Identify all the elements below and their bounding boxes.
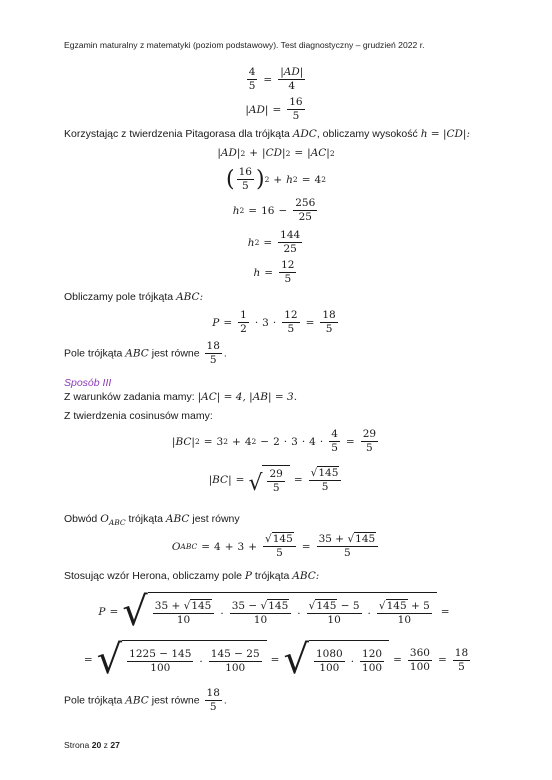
equation-heron-1: P = √ $\frac{35 + √145}{10}$ · $\frac{35 - √145}{10}$ · $\frac{√145 - 5}{10}$ · $\frac{√145 + 5}{10}$ = (98, 589, 450, 635)
pole-intro-text: Obliczamy pole trójkąta ABC: (64, 291, 204, 303)
warunki-text: Z warunków zadania mamy: |AC| = 4, |AB| = 3. (64, 391, 298, 403)
page-header: Egzamin maturalny z matematyki (poziom podstawowy). Test diagnostyczny – grudzień 2022 r. (64, 40, 425, 50)
pitagoras-text: Korzystając z twierdzenia Pitagorasa dla trójkąta ADC, obliczamy wysokość h = |CD|: (64, 128, 471, 140)
heron-text: Stosując wzór Herona, obliczamy pole P trójkąta ABC: (64, 570, 320, 582)
pole-result-text: Pole trójkąta ABC jest równe $\frac{18}{5}$ . (64, 340, 227, 366)
final-result-text: Pole trójkąta ABC jest równe $\frac{18}{5}$ . (64, 687, 227, 713)
equation-ad: |AD| = $\frac{16}{5}$ (245, 96, 303, 122)
obwod-text: Obwód $O_{ABC}$ trójkąta ABC jest równy (64, 513, 240, 528)
page-footer: Strona 20 z 27 (64, 740, 120, 750)
equation-perimeter: O ABC = 4 + 3 + $\frac{√145}{5}$ = $\frac{35 + √145}{5}$ (0, 533, 552, 560)
equation-ratio: $\frac{4}{5}$ = $\frac{|AD|}{4}$ (248, 66, 304, 92)
cosinus-text: Z twierdzenia cosinusów mamy: (64, 410, 213, 422)
equation-h2-b: h 2 = $\frac{144}{25}$ (247, 229, 301, 255)
equation-h2-a: h 2 = 16 − $\frac{256}{25}$ (232, 197, 316, 223)
equation-area-1: P = $\frac{1}{2}$ · 3 · $\frac{12}{5}$ = $\frac{18}{5}$ (212, 309, 336, 335)
equation-bc: |BC| = √ $\frac{29}{5}$ = $\frac{√145}{5}$ (0, 465, 552, 495)
equation-pitagoras-sub: ( $\frac{16}{5}$ ) 2 + h 2 = 4 2 (226, 166, 326, 192)
equation-pitagoras: |AD| 2 + |CD| 2 = |AC| 2 (217, 147, 335, 159)
equation-h: h = $\frac{12}{5}$ (253, 259, 295, 285)
sposob-heading: Sposób III (64, 377, 112, 389)
equation-cosinus: |BC| 2 = 3 2 + 4 2 − 2 · 3 · 4 · $\frac{4}{5}$ = $\frac{29}{5}$ (171, 428, 377, 454)
equation-heron-2: = √ $\frac{1225 - 145}{100}$ · $\frac{145 - 25}{100}$ = √ $\frac{1080}{100}$ · $\frac{120}{100}$ = $\frac{360}{100}$ = $\frac{18}{5}$ (83, 637, 469, 683)
